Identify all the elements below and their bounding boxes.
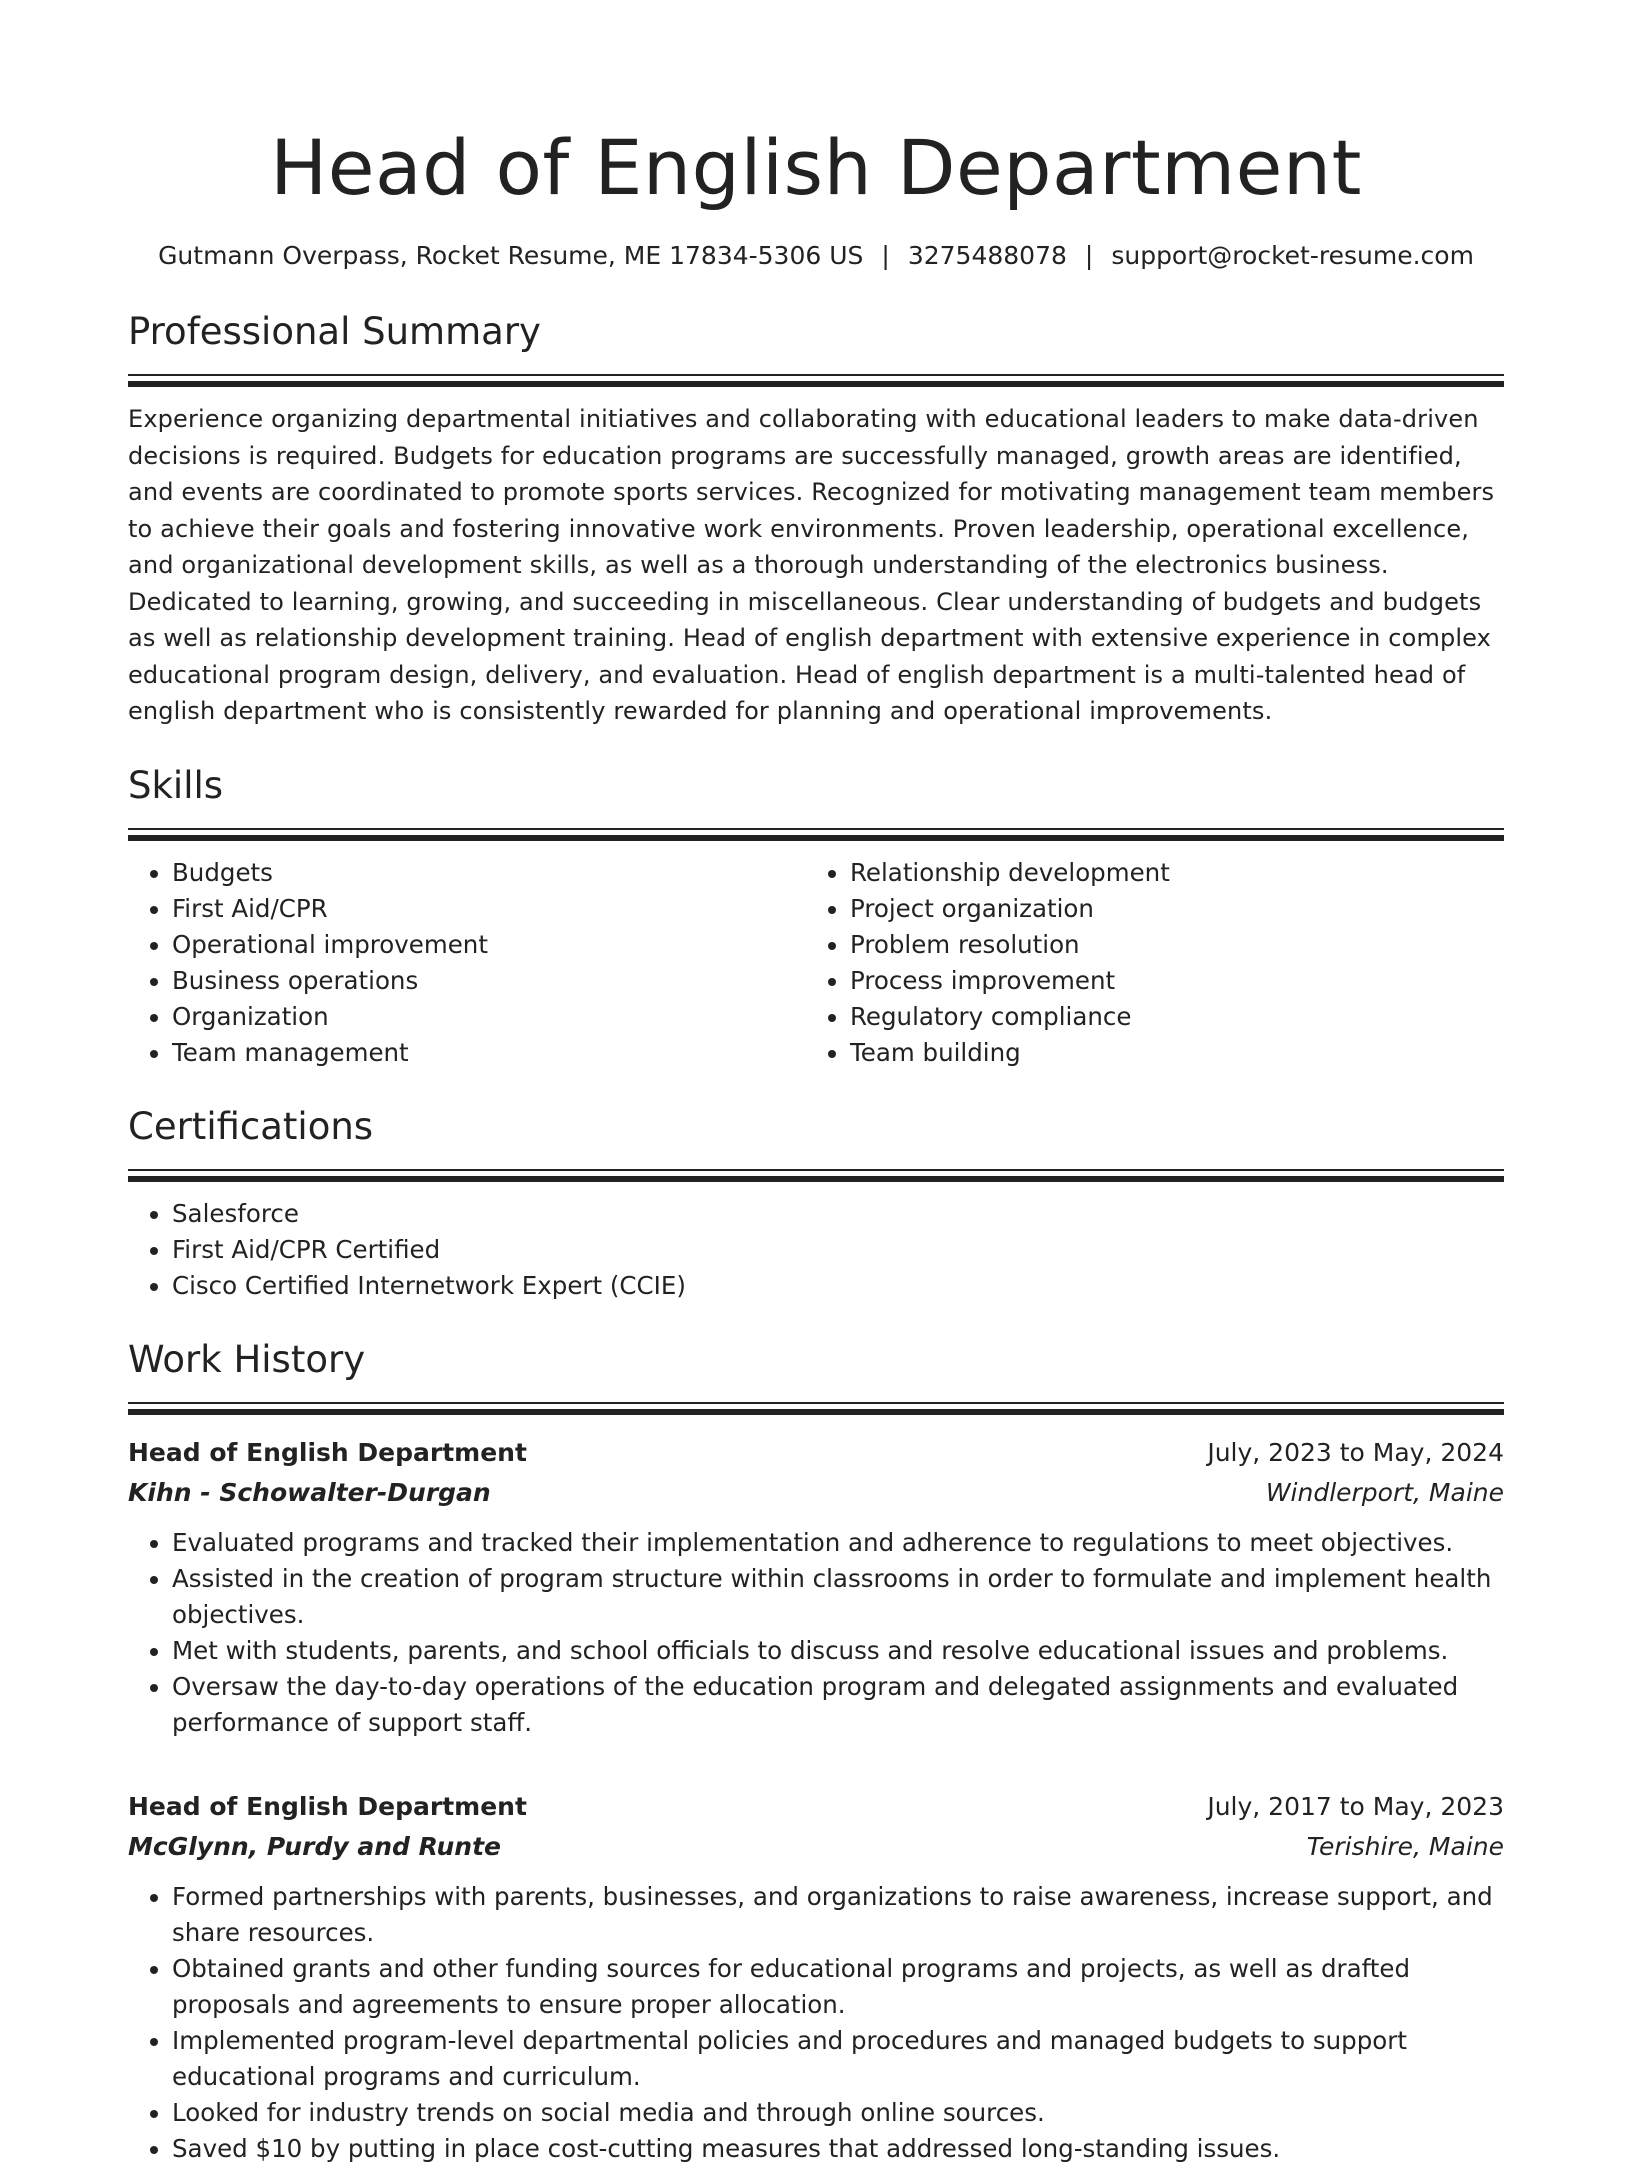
job-bullet: • Evaluated programs and tracked their implementation and adherence to regulations to meet objectives.: [172, 1525, 1504, 1561]
job-location: Terishire, Maine: [1306, 1831, 1504, 1861]
section-divider: [128, 1169, 1504, 1182]
section-heading-work-history: Work History: [128, 1337, 366, 1381]
job-company: McGlynn, Purdy and Runte: [128, 1831, 501, 1861]
skills-list-right: [806, 855, 1484, 1071]
page-title: Head of English Department: [270, 123, 1362, 212]
skill-item: • Operational improvement: [172, 927, 806, 963]
job-dates: July, 2023 to May, 2024: [1207, 1437, 1504, 1467]
contact-address: Gutmann Overpass, Rocket Resume, ME 17834-5306 US: [158, 241, 864, 270]
job-bullets: [128, 1879, 1504, 2167]
skill-item: • Problem resolution: [850, 927, 1484, 963]
section-heading-skills: Skills: [128, 763, 224, 807]
section-heading-certifications: Certifications: [128, 1104, 374, 1148]
job-title: Head of English Department: [128, 1791, 527, 1821]
summary-text: Experience organizing departmental initiatives and collaborating with educational leaders to make data-driven decisions is required. Budgets for education programs are successfully managed, growth areas are identified, and events are coordinated to promote sports services. Recognized for motivating management team members to achieve their goals and fostering innovative work environments. Proven leadership, operational excellence, and organizational development skills, as well as a thorough understanding of the electronics business. Dedicated to learning, growing, and succeeding in miscellaneous. Clear understanding of budgets and budgets as well as relationship development training. Head of english department with extensive experience in complex educational program design, delivery, and evaluation. Head of english department is a multi-talented head of english department who is consistently rewarded for planning and operational improvements.: [128, 405, 1495, 725]
skill-item: • Team building: [850, 1035, 1484, 1071]
resume-page: [128, 0, 1504, 2167]
job-dates: July, 2017 to May, 2023: [1207, 1791, 1504, 1821]
skills-list-left: [128, 855, 806, 1071]
certification-item: • Cisco Certified Internetwork Expert (CCIE): [172, 1268, 1504, 1304]
job-bullet: • Met with students, parents, and school officials to discuss and resolve educational issues and problems.: [172, 1633, 1504, 1669]
contact-email: support@rocket-resume.com: [1111, 241, 1474, 270]
job-bullets: [128, 1525, 1504, 1741]
section-divider: [128, 1402, 1504, 1415]
job-bullet: • Assisted in the creation of program structure within classrooms in order to formulate and implement health objectives.: [172, 1561, 1504, 1633]
section-heading-summary: Professional Summary: [128, 310, 541, 353]
section-divider: [128, 828, 1504, 841]
contact-phone: 3275488078: [907, 241, 1067, 270]
certifications-list: [128, 1196, 1504, 1304]
skill-item: • Budgets: [172, 855, 806, 891]
skill-item: • First Aid/CPR: [172, 891, 806, 927]
contact-separator: |: [881, 241, 890, 270]
job-bullet: • Obtained grants and other funding sources for educational programs and projects, as well as drafted proposals and agreements to ensure proper allocation.: [172, 1951, 1504, 2023]
skill-item: • Process improvement: [850, 963, 1484, 999]
certification-item: • Salesforce: [172, 1196, 1504, 1232]
job-entry: [128, 1433, 1504, 1741]
job-company: Kihn - Schowalter-Durgan: [128, 1477, 491, 1507]
section-divider: [128, 374, 1504, 387]
job-bullet: • Oversaw the day-to-day operations of the education program and delegated assignments and evaluated performance of support staff.: [172, 1669, 1504, 1741]
skills-grid: [128, 855, 1504, 1071]
skills-column-left: [128, 855, 806, 1071]
job-header-row: [128, 1433, 1504, 1473]
job-bullet: • Saved $10 by putting in place cost-cutting measures that addressed long-standing issues.: [172, 2131, 1504, 2167]
job-company-row: [128, 1473, 1504, 1513]
skill-item: • Relationship development: [850, 855, 1484, 891]
skill-item: • Project organization: [850, 891, 1484, 927]
job-bullet: • Looked for industry trends on social media and through online sources.: [172, 2095, 1504, 2131]
job-company-row: [128, 1827, 1504, 1867]
skill-item: • Regulatory compliance: [850, 999, 1484, 1035]
job-entry: [128, 1787, 1504, 2167]
job-bullet: • Formed partnerships with parents, businesses, and organizations to raise awareness, increase support, and share resources.: [172, 1879, 1504, 1951]
skill-item: • Business operations: [172, 963, 806, 999]
skill-item: • Organization: [172, 999, 806, 1035]
job-location: Windlerport, Maine: [1265, 1477, 1504, 1507]
skills-column-right: [806, 855, 1484, 1071]
contact-separator: |: [1084, 241, 1094, 270]
job-header-row: [128, 1787, 1504, 1827]
contact-line: [128, 239, 1504, 273]
job-bullet: • Implemented program-level departmental policies and procedures and managed budgets to support educational programs and curriculum.: [172, 2023, 1504, 2095]
skill-item: • Team management: [172, 1035, 806, 1071]
certification-item: • First Aid/CPR Certified: [172, 1232, 1504, 1268]
job-title: Head of English Department: [128, 1437, 527, 1467]
